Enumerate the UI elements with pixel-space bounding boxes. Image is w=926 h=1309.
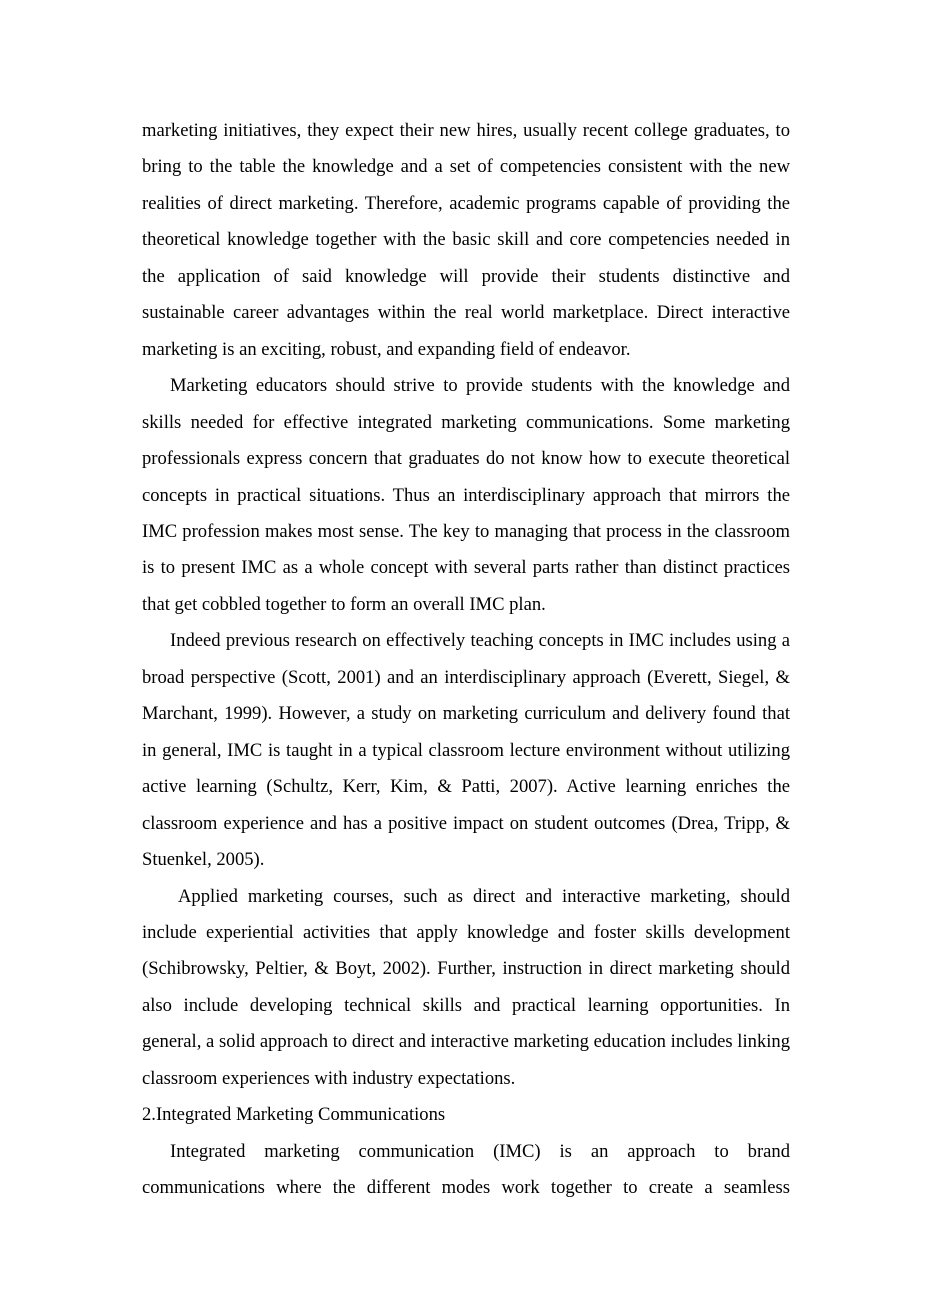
paragraph-marketing-educators: Marketing educators should strive to provide students with the knowledge and skills needed for effective integrated marketing communications. Some marketing professionals express concern that graduates do not know how to execute theoretical concepts in practical situations. Thus an interdisciplinary approach that mirrors the IMC profession makes most sense. The key to managing that process in the classroom is to present IMC as a whole concept with several parts rather than distinct practices that get cobbled together to form an overall IMC plan. — [142, 375, 790, 615]
paragraph-applied-marketing-courses: Applied marketing courses, such as direct and interactive marketing, should include experiential activities that apply knowledge and foster skills development (Schibrowsky, Peltier, & Boyt, 2002). Further, instruction in direct marketing should also include developing technical skills and practical learning opportunities. In general, a solid approach to direct and interactive marketing education includes linking classroom experiences with industry expectations. — [142, 885, 790, 1089]
paragraph-direct-marketing-careers: marketing initiatives, they expect their new hires, usually recent college graduates, to bring to the table the knowledge and a set of competencies consistent with the new realities of direct marketing. Therefore, academic programs capable of providing the theoretical knowledge together with the basic skill and core competencies needed in the application of said knowledge will provide their students distinctive and sustainable career advantages within the real world marketplace. Direct interactive marketing is an exciting, robust, and expanding field of endeavor. — [142, 120, 790, 360]
paragraph-previous-research: Indeed previous research on effectively teaching concepts in IMC includes using a broad perspective (Scott, 2001) and an interdisciplinary approach (Everett, Siegel, & Marchant, 1999). However, a study on marketing curriculum and delivery found that in general, IMC is taught in a typical classroom lecture environment without utilizing active learning (Schultz, Kerr, Kim, & Patti, 2007). Active learning enriches the classroom experience and has a positive impact on student outcomes (Drea, Tripp, & Stuenkel, 2005). — [142, 630, 790, 871]
section-heading-integrated-marketing-communications: 2.Integrated Marketing Communications — [142, 1104, 446, 1126]
document-text-block — [142, 113, 790, 1207]
paragraph-imc-definition-truncated: Integrated marketing communication (IMC) is an approach to brand communications where the different modes work together to create a seamless — [142, 1140, 790, 1199]
